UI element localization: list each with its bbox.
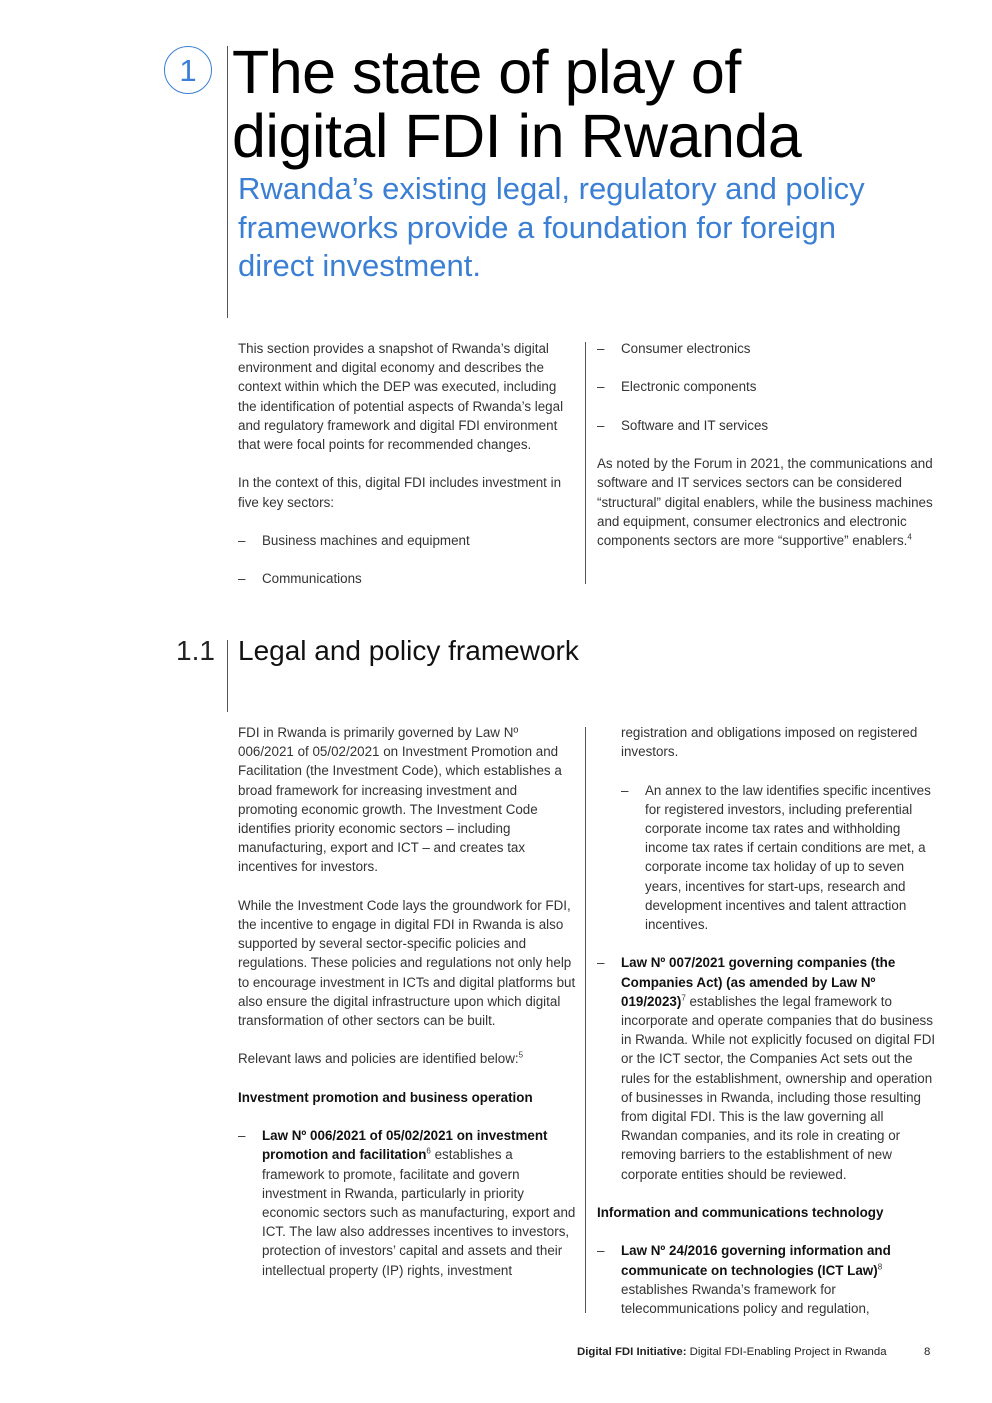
sector-item: – Business machines and equipment	[238, 531, 576, 550]
chapter-subtitle: Rwanda’s existing legal, regulatory and policy frameworks provide a foundation for foreign direct investment.	[238, 171, 865, 283]
section-divider-line	[227, 640, 228, 712]
chapter-title-line1: The state of play of	[232, 38, 741, 106]
footnote-ref: 5	[518, 1050, 524, 1060]
subheading-ict: Information and communications technology	[597, 1205, 884, 1221]
footnote-ref: 6	[426, 1146, 431, 1156]
column-divider	[585, 342, 586, 584]
column-divider	[585, 727, 586, 1313]
footnote-ref: 7	[681, 993, 686, 1003]
sector-item: – Consumer electronics	[597, 339, 942, 358]
section-number: 1.1	[176, 635, 215, 666]
page-number: 8	[924, 1346, 931, 1358]
running-footer: Digital FDI Initiative: Digital FDI-Enabling Project in Rwanda	[577, 1346, 887, 1358]
subheading-investment: Investment promotion and business operation	[238, 1089, 533, 1105]
intro-left-column	[238, 339, 576, 589]
body-right-column	[597, 723, 942, 1318]
body-left-column	[238, 723, 576, 1280]
law-item-ict-law: – Law Nº 24/2016 governing information and communicate on technologies (ICT Law)$^8$ establishes Rwanda’s framework for telecommunications policy and regulation,	[597, 1241, 942, 1318]
chapter-number-badge: 1	[164, 46, 212, 94]
law-item-continuation: registration and obligations imposed on registered investors.	[621, 725, 918, 760]
sector-item: – Communications	[238, 569, 576, 588]
law-item-investment-code: – Law Nº 006/2021 of 05/02/2021 on investment promotion and facilitation$^6$ establishes a framework to promote, facilitate and govern investment in Rwanda, particularly in priority economic sectors such as manufacturing, export and ICT. The law also addresses incentives to investors, protection of investors’ capital and assets and their intellectual property (IP) rights, investment	[238, 1126, 576, 1280]
chapter-divider-line	[227, 46, 228, 318]
sector-item: – Software and IT services	[597, 416, 942, 435]
intro-paragraph-2: In the context of this, digital FDI includes investment in five key sectors:	[238, 475, 562, 510]
body-paragraph-2: While the Investment Code lays the groundwork for FDI, the incentive to engage in digital FDI in Rwanda is also supported by several sector-specific policies and regulations. These policies and regulations not only help to encourage investment in ICTs and digital platforms but also ensure the digital infrastructure upon which digital transformation of other sectors can be built.	[238, 897, 576, 1029]
intro-paragraph-3: As noted by the Forum in 2021, the communications and software and IT services sectors can be considered “structural” digital enablers, while the business machines and equipment, consumer electronics and electronic components sectors are more “supportive” enablers.$^4$	[597, 456, 933, 548]
intro-paragraph-1: This section provides a snapshot of Rwanda’s digital environment and digital economy and describes the context within which the DEP was executed, including the identification of potential aspects of Rwanda’s legal and regulatory framework and digital FDI environment that were focal points for recommended changes.	[238, 341, 564, 453]
footnote-ref: 4	[907, 532, 912, 542]
section-title: Legal and policy framework	[238, 635, 579, 666]
law-subitem-annex: – An annex to the law identifies specific incentives for registered investors, including preferential corporate income tax rates and withholding income tax rates if certain conditions are met, a corporate income tax holiday of up to seven years, incentives for start-ups, research and development incentives and talent attraction incentives.	[621, 781, 942, 935]
chapter-title	[232, 40, 932, 168]
law-item-companies-act: – Law Nº 007/2021 governing companies (the Companies Act) (as amended by Law Nº 019/2023)$^7$ establishes the legal framework to incorporate and operate companies that do business in Rwanda. While not explicitly focused on digital FDI or the ICT sector, the Companies Act sets out the rules for the establishment, ownership and operation of businesses in Rwanda, including those resulting from digital FDI. This is the law governing all Rwandan companies, and its role in creating or removing barriers to the establishment of new corporate entities should be reviewed.	[597, 953, 942, 1183]
footnote-ref: 8	[877, 1262, 883, 1272]
chapter-title-line2: digital FDI in Rwanda	[232, 102, 802, 170]
body-paragraph-1: FDI in Rwanda is primarily governed by Law Nº 006/2021 of 05/02/2021 on Investment Promotion and Facilitation (the Investment Code), which establishes a broad framework for increasing investment and promoting economic growth. The Investment Code identifies priority economic sectors – including manufacturing, export and ICT – and creates tax incentives for investors.	[238, 725, 562, 875]
intro-right-column	[597, 339, 942, 550]
sector-item: – Electronic components	[597, 377, 942, 396]
body-paragraph-3: Relevant laws and policies are identified below:$^5$	[238, 1050, 524, 1067]
